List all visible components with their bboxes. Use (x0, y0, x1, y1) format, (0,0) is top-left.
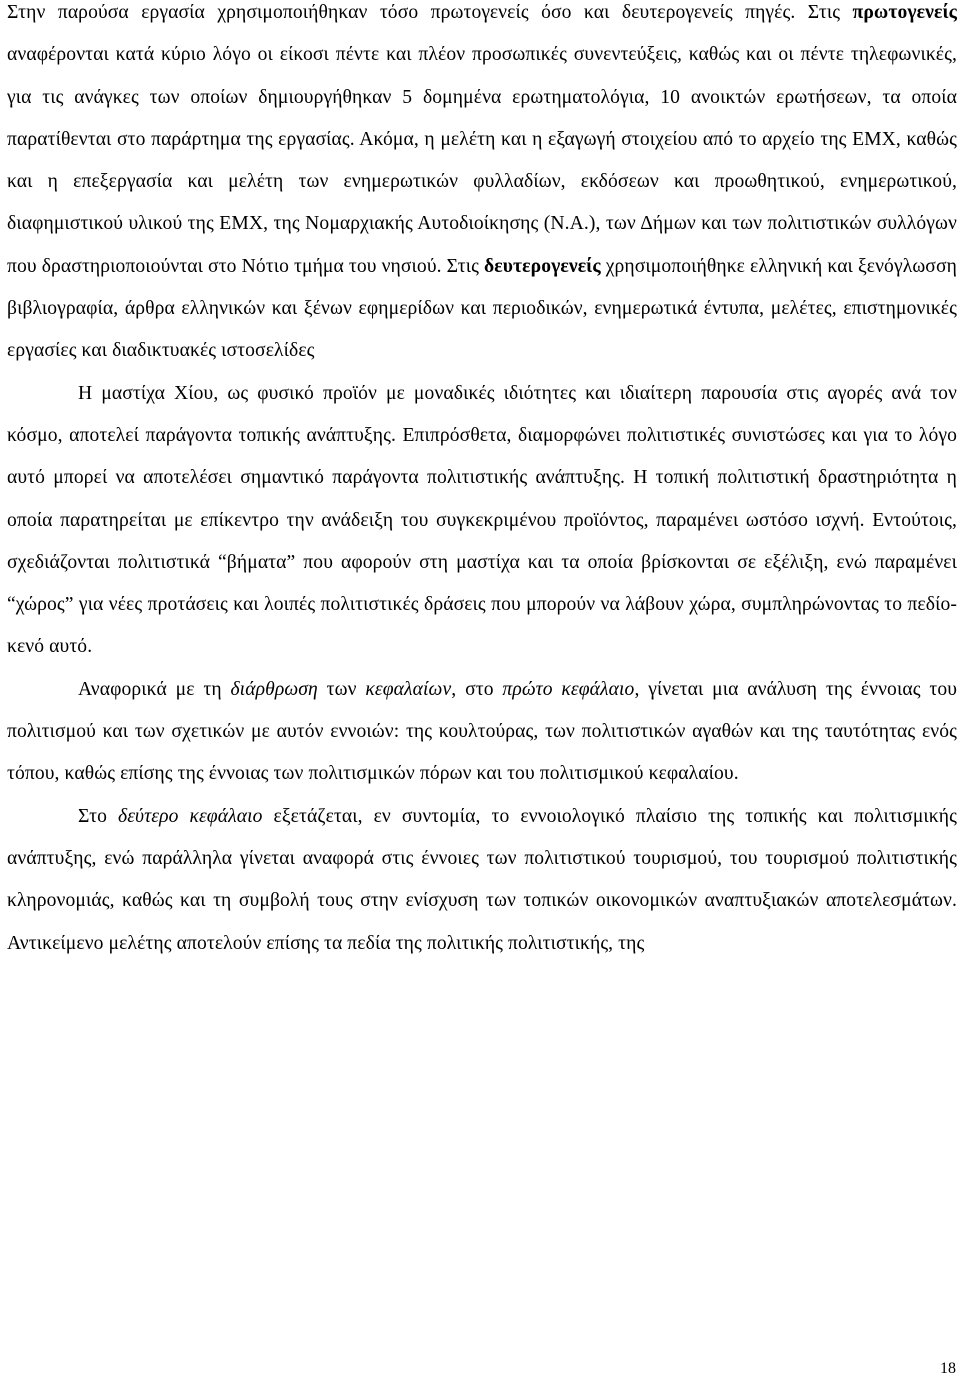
paragraph-text: χρησιμοποιήθηκε ελληνική και ξενόγλωσση βιβλιογραφία, άρθρα ελληνικών και ξένων εφημερίδων και περιοδικών, ενημερωτικά έντυπα, μελέτες, επιστημονικές εργασίες και διαδικτυακές ιστοσελίδες (7, 255, 957, 362)
italic-term: κεφαλαίων (365, 678, 452, 700)
paragraph-text: Αναφορικά με τη (78, 678, 231, 700)
paragraph-text: , γίνεται μια ανάλυση της έννοιας του πολιτισμού και των σχετικών με αυτόν εννοιών: της κουλτούρας, των πολιτιστικών αγαθών και της ταυτότητας ενός τόπου, καθώς επίσης της έννοιας των πολιτισμικών πόρων και του πολιτισμικού κεφαλαίου. (7, 678, 958, 785)
paragraph-sources (7, 0, 957, 373)
italic-term: διάρθρωση (230, 678, 318, 700)
paragraph-structure (7, 669, 957, 796)
page-body (7, 0, 957, 965)
paragraph-text: Η μαστίχα Χίου, ως φυσικό προϊόν με μοναδικές ιδιότητες και ιδιαίτερη παρουσία στις αγορές ανά τον κόσμο, αποτελεί παράγοντα τοπικής ανάπτυξης. Επιπρόσθετα, διαμορφώνει πολιτιστικές συνιστώσες και για το λόγο αυτό μπορεί να αποτελέσει σημαντικό παράγοντα πολιτιστικής ανάπτυξης. Η τοπική πολιτιστική δραστηριότητα η οποία παρατηρείται με επίκεντρο την ανάδειξη του συγκεκριμένου προϊόντος, παραμένει ωστόσο ισχνή. Εντούτοις, σχεδιάζονται πολιτιστικά “βήματα” που αφορούν στη μαστίχα και τα οποία βρίσκονται σε εξέλιξη, ενώ παραμένει “χώρος” για νέες προτάσεις και λοιπές πολιτιστικές δράσεις που μπορούν να λάβουν χώρα, συμπληρώνοντας το πεδίο-κενό αυτό. (7, 382, 957, 658)
paragraph-text: , στο (451, 678, 503, 700)
paragraph-text: Στην παρούσα εργασία χρησιμοποιήθηκαν τόσο πρωτογενείς όσο και δευτερογενείς πηγές. Στις (7, 2, 853, 23)
paragraph-mastic (7, 373, 957, 669)
page-number: 18 (940, 1360, 956, 1377)
paragraph-text: εξετάζεται, εν συντομία, το εννοιολογικό πλαίσιο της τοπικής και πολιτισμικής ανάπτυξης, ενώ παράλληλα γίνεται αναφορά στις έννοιες των πολιτιστικού τουρισμού, του τουρισμού πολιτιστικής κληρονομιάς, καθώς και τη συμβολή τους στην ενίσχυση των τοπικών οικονομικών αναπτυξιακών αποτελεσμάτων. Αντικείμενο μελέτης αποτελούν επίσης τα πεδία της πολιτικής πολιτιστικής, της (7, 805, 957, 954)
bold-term-primary: πρωτογενείς (852, 2, 957, 23)
paragraph-text: των (317, 678, 366, 700)
bold-term-secondary: δευτερογενείς (484, 255, 601, 277)
italic-term: πρώτο κεφάλαιο (502, 678, 635, 700)
italic-term: δεύτερο κεφάλαιο (118, 805, 263, 827)
paragraph-text: αναφέρονται κατά κύριο λόγο οι είκοσι πέντε και πλέον προσωπικές συνεντεύξεις, καθώς και οι πέντε τηλεφωνικές, για τις ανάγκες των οποίων δημιουργήθηκαν 5 δομημένα ερωτηματολόγια, 10 ανοικτών ερωτήσεων, τα οποία παρατίθενται στο παράρτημα της εργασίας. Ακόμα, η μελέτη και η εξαγωγή στοιχείου από το αρχείο της ΕΜΧ, καθώς και η επεξεργασία και μελέτη των ενημερωτικών φυλλαδίων, εκδόσεων και προωθητικού, ενημερωτικού, διαφημιστικού υλικού της ΕΜΧ, της Νομαρχιακής Αυτοδιοίκησης (Ν.Α.), των Δήμων και των πολιτιστικών συλλόγων που δραστηριοποιούνται στο Νότιο τμήμα του νησιού. Στις (7, 44, 957, 277)
paragraph-second-chapter (7, 796, 957, 965)
paragraph-text: Στο (78, 805, 119, 827)
